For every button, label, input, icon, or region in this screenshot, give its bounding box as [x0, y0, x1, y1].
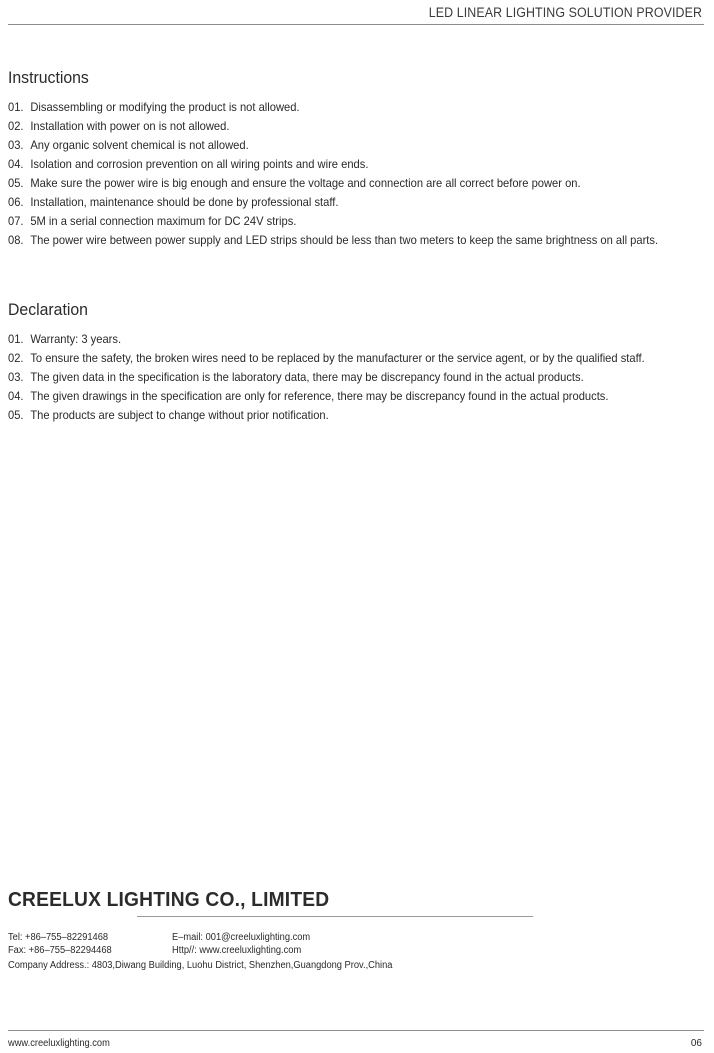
instruction-item: [8, 136, 655, 155]
instructions-section: [8, 68, 704, 250]
declaration-item: [8, 368, 655, 387]
footer-website-link[interactable]: www.creeluxlighting.com: [8, 1038, 110, 1049]
declaration-item: [8, 387, 655, 406]
instruction-item: [8, 155, 655, 174]
header-divider: [8, 24, 704, 25]
instruction-item: [8, 212, 655, 231]
company-address: Company Address.: 4803,Diwang Building, Luohu District, Shenzhen,Guangdong Prov.,China: [8, 960, 393, 971]
item-text: The given drawings in the specification are only for reference, there may be discrepancy found in the actual products.: [30, 389, 609, 403]
item-number: 03.: [8, 138, 24, 152]
declaration-section: [8, 300, 704, 425]
footer-divider: [8, 1030, 704, 1031]
company-email[interactable]: E–mail: 001@creeluxlighting.com: [172, 932, 311, 943]
company-divider: [137, 916, 533, 917]
item-text: Warranty: 3 years.: [30, 332, 122, 346]
item-number: 04.: [8, 389, 24, 403]
item-text: Disassembling or modifying the product is not allowed.: [30, 100, 300, 114]
item-number: 03.: [8, 370, 24, 384]
item-number: 08.: [8, 233, 24, 247]
item-number: 01.: [8, 332, 24, 346]
item-text: Installation with power on is not allowed.: [30, 119, 230, 133]
item-number: 07.: [8, 214, 24, 228]
item-number: 05.: [8, 408, 24, 422]
item-text: The given data in the specification is the laboratory data, there may be discrepancy found in the actual products.: [30, 370, 584, 384]
item-text: The power wire between power supply and LED strips should be less than two meters to keep the same brightness on all parts.: [30, 233, 659, 247]
item-number: 02.: [8, 351, 24, 365]
item-number: 04.: [8, 157, 24, 171]
item-number: 05.: [8, 176, 24, 190]
declaration-item: [8, 406, 655, 425]
declaration-item: [8, 330, 655, 349]
instructions-title: Instructions: [8, 68, 89, 87]
declaration-list: [8, 330, 704, 425]
item-text: Isolation and corrosion prevention on all wiring points and wire ends.: [30, 157, 369, 171]
company-fax: Fax: +86–755–82294468: [8, 945, 112, 956]
company-website-link[interactable]: Http//: www.creeluxlighting.com: [172, 945, 302, 956]
item-text: 5M in a serial connection maximum for DC 24V strips.: [30, 214, 297, 228]
item-text: Installation, maintenance should be done by professional staff.: [30, 195, 339, 209]
instruction-item: [8, 98, 655, 117]
declaration-title: Declaration: [8, 300, 88, 319]
item-text: The products are subject to change without prior notification.: [30, 408, 329, 422]
item-text: Any organic solvent chemical is not allowed.: [30, 138, 249, 152]
item-number: 01.: [8, 100, 24, 114]
instructions-list: [8, 98, 704, 250]
item-text: Make sure the power wire is big enough and ensure the voltage and connection are all correct before power on.: [30, 176, 581, 190]
header-title: LED LINEAR LIGHTING SOLUTION PROVIDER: [428, 5, 702, 20]
item-number: 02.: [8, 119, 24, 133]
company-tel: Tel: +86–755–82291468: [8, 932, 109, 943]
instruction-item: [8, 193, 655, 212]
company-name: CREELUX LIGHTING CO., LIMITED: [8, 889, 330, 911]
instruction-item: [8, 117, 655, 136]
instruction-item: [8, 231, 659, 250]
page-number: 06: [690, 1038, 702, 1049]
item-text: To ensure the safety, the broken wires need to be replaced by the manufacturer or the service agent, or by the qualified staff.: [30, 351, 645, 365]
item-number: 06.: [8, 195, 24, 209]
declaration-item: [8, 349, 655, 368]
instruction-item: [8, 174, 655, 193]
